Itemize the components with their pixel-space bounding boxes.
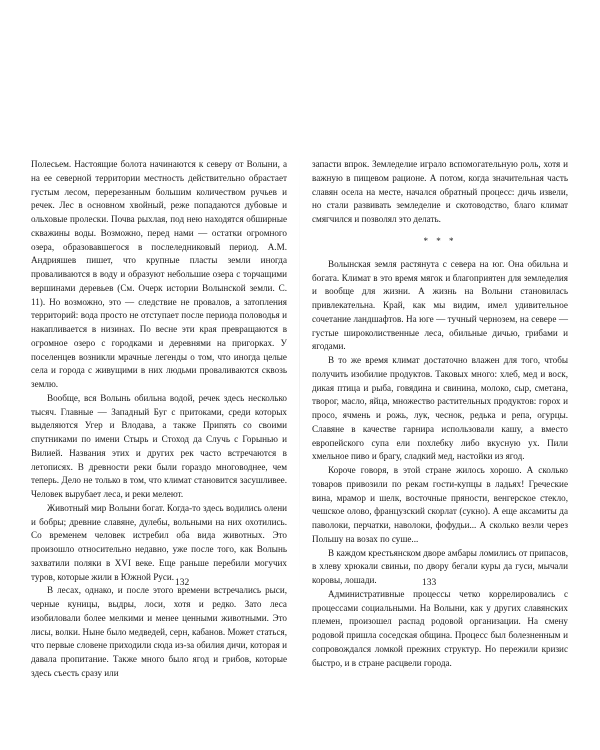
- right-paragraph-6: Административные процессы четко коррелировались с процессами социальными. На Волыни, как у других славянских племен, произошел распад родовой организации. На смену родовой пришла соседская община. Процесс был болезненным и сопровождался ломкой прежних структур. Но пережили кризис быстро, и в стране расцвели города.: [312, 588, 568, 668]
- right-paragraph-5: В каждом крестьянском дворе амбары ломились от припасов, в хлеву хрюкали свиньи, по двору бегали куры да гуси, мычали коровы, лошади.: [312, 547, 568, 585]
- left-page-number: 132: [175, 578, 190, 588]
- right-paragraph-2: Волынская земля растянута с севера на юг. Она обильна и богата. Климат в это время мягок и благоприятен для земледелия и вообще для жизни. А жизнь на Волыни становилась привлекательна. Край, как мы видим, имел удивительное сочетание ландшафтов. На юге — тучный чернозем, на севере — густые широколиственные леса, обильные дичью, грибами и ягодами.: [312, 258, 568, 352]
- left-paragraph-3: Животный мир Волыни богат. Когда-то здесь водились олени и бобры; древние славяне, дулебы, вольными на них охотились. Со временем человек истребил оба вида животных. Это произошло относительно недавно, уже после того, как Волынь захватили поляки в XVI веке. Еще раньше перебили могучих туров, которые жили в Южной Руси.: [31, 502, 287, 582]
- right-paragraph-3: В то же время климат достаточно влажен для того, чтобы получить изобилие продуктов. Таковых много: хлеб, мед и воск, дикая птица и рыба, говядина и свинина, молоко, сыр, сметана, творог, масло, яйца, множество растительных продуктов: горох и просо, ячмень и рожь, лук, чеснок, редька и репа, огурцы. Славяне в качестве гарнира использовали кашу, а вместо европейского супа ели похлебку либо вкусную ух. Пили хмельное пиво и брагу, сладкий мед, настойки из ягод.: [312, 355, 568, 462]
- section-separator: * * *: [423, 235, 457, 246]
- right-page: [300, 0, 600, 750]
- left-paragraph-4: В лесах, однако, и после этого времени встречались рыси, черные куницы, выдры, лоси, хотя и редко. Зато леса изобиловали более мелкими и менее ценными животными. Это лисы, волки. Ныне было медведей, серн, кабанов. Может статься, что первые словене приходили сюда из-за обилия дичи, которая и давала пропитание. Также много было ягод и грибов, которые здесь съесть сразу или: [31, 585, 287, 678]
- right-paragraph-4: Короче говоря, в этой стране жилось хорошо. А сколько товаров привозили по рекам гости-купцы в ладьях! Греческие вина, мрамор и шелк, восточные пряности, венгерское стекло, чешское олово, французский скорлат (сукно). А еще аксамиты да паволоки, перчатки, наволоки, фофудьи... А сколько везли через Польшу на возах по суше...: [312, 465, 568, 544]
- right-page-number: 133: [422, 578, 437, 588]
- right-paragraph-1: запасти впрок. Земледелие играло вспомогательную роль, хотя и важную в пищевом рационе. А потом, когда значительная часть славян осела на месте, начался обратный процесс: дичь извели, но стали развивать земледелие и скотоводство, благо климат смягчился и позволял это делать.: [312, 159, 568, 224]
- left-page-text: [31, 158, 287, 681]
- right-page-text: [312, 158, 568, 670]
- left-paragraph-2: Вообще, вся Волынь обильна водой, речек здесь несколько тысяч. Главные — Западный Буг с притоками, среди которых выделяются Угер и Влодава, а также Припять со своими спутниками по имени Стырь и Стоход да Случь с Горынью и Вилией. Названия этих и других рек часто встречаются в летописях. В древности реки были гораздо многоводнее, чем теперь. Дело не только в том, что климат становится засушливее. Человек вырубает леса, и реки мелеют.: [31, 392, 287, 499]
- left-paragraph-1: Полесьем. Настоящие болота начинаются к северу от Волыни, а на ее северной территории местность действительно обрастает густым лесом, перерезанным большим количеством ручьев и речек. Лес в основном хвойный, реже попадаются дубовые и ольховые пролески. Почва рыхлая, под нею находятся обширные скважины воды. Возможно, перед нами — остатки огромного озера, образовавшегося в послеледниковый период. А.М. Андрияшев пишет, что крупные пласты земли иногда проваливаются в воду и образуют небольшие озера с торчащими вершинами деревьев (См. Очерк истории Волынской земли. С. 11). Но возможно, это — следствие не провалов, а затопления территорий: вода просто не отступает после периода половодья и накапливается в низинах. По весне эти края превращаются в огромное озеро с городками и деревнями на пригорках. У поселенцев возникли мрачные легенды о том, что иногда целые села и города с живущими в них людьми проваливаются сквозь землю.: [31, 159, 287, 389]
